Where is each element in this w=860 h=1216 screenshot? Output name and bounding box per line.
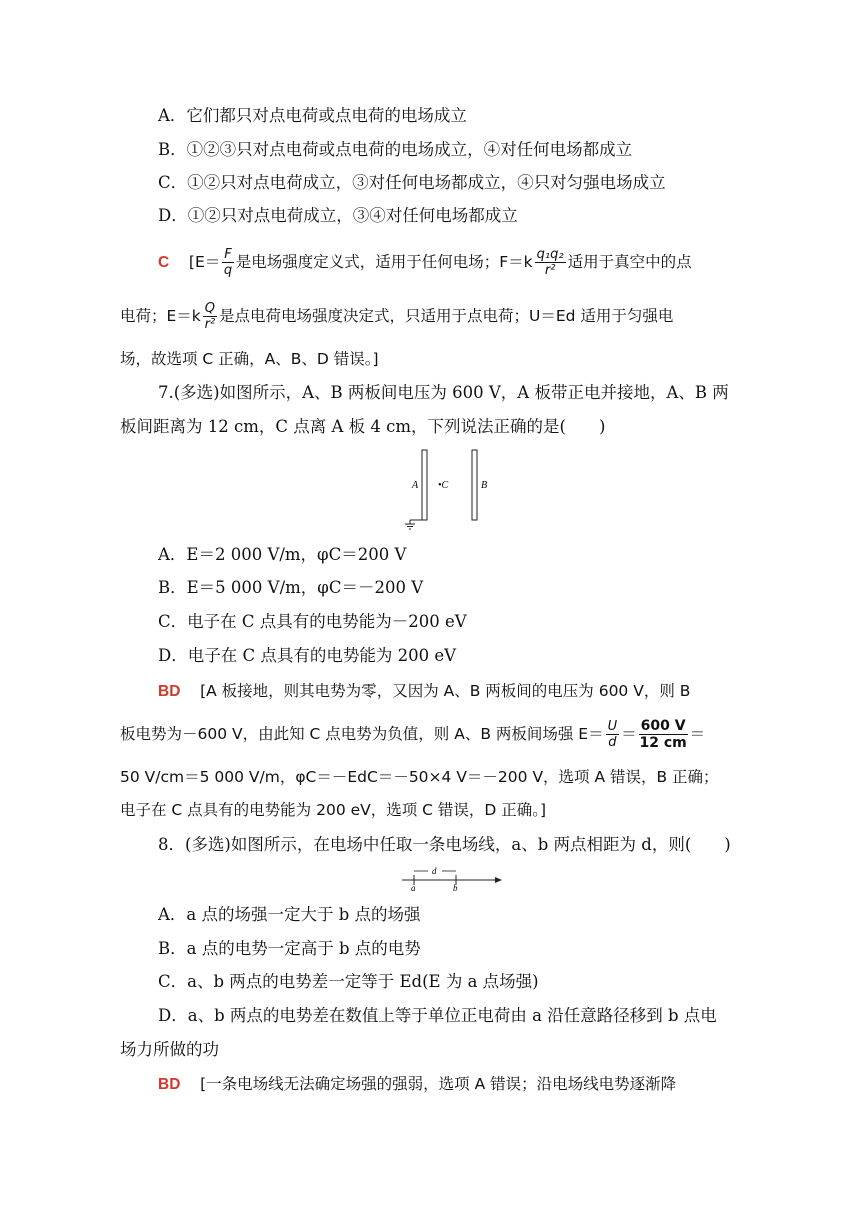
plate-a — [422, 450, 427, 520]
q7-analysis-line-4: 电子在 C 点具有的电势能为 200 eV，选项 C 错误，D 正确。] — [120, 801, 547, 819]
q7-plates-figure — [400, 448, 500, 532]
plate-b-label: B — [481, 480, 488, 491]
plate-a-label: A — [412, 480, 419, 491]
fraction-q1q2-over-r2: $\frac{\text{q₁q₂}}{\text{r²}}$ — [536, 247, 564, 278]
equals-sign: ＝ — [689, 725, 706, 743]
q6-analysis-part: 适用于真空中的点 — [567, 253, 692, 271]
q8-answer-key: BD — [158, 1076, 181, 1093]
q8-field-line-figure — [398, 864, 508, 892]
q8-option-d-line-1: D．a、b 两点的电势差在数值上等于单位正电荷由 a 沿任意路径移到 b 点电 — [158, 1006, 717, 1025]
q8-option-b: B．a 点的电势一定高于 b 点的电势 — [158, 939, 421, 958]
q7-stem-line-2: 板间距离为 12 cm，C 点离 A 板 4 cm，下列说法正确的是( ) — [120, 417, 606, 436]
q7-analysis-line-3: 50 V/cm＝5 000 V/m，φC＝－EdC＝－50×4 V＝－200 V，选项 A 错误，B 正确； — [120, 768, 719, 786]
q7-answer-key: BD — [158, 683, 181, 700]
point-c-label: •C — [438, 480, 449, 491]
q7-option-d: D．电子在 C 点具有的电势能为 200 eV — [158, 646, 457, 665]
fraction-q-over-r2: $\frac{Q}{\text{r²}}$ — [204, 301, 216, 332]
q8-stem: 8．(多选)如图所示，在电场中任取一条电场线，a、b 两点相距为 d，则( ) — [158, 835, 731, 854]
q6-analysis-part: 是点电荷电场强度决定式，只适用于点电荷；U＝Ed 适用于匀强电 — [219, 307, 674, 325]
q6-analysis-part: 电荷；E＝k — [120, 307, 201, 325]
q6-analysis-line-1 — [158, 248, 692, 277]
q8-analysis-part: [一条电场线无法确定场强的强弱，选项 A 错误；沿电场线电势逐渐降 — [200, 1075, 677, 1093]
q7-option-a: A．E＝2 000 V/m，φC＝200 V — [158, 545, 407, 564]
q7-option-c: C．电子在 C 点具有的电势能为－200 eV — [158, 612, 467, 631]
q6-analysis-line-3: 场，故选项 C 正确，A、B、D 错误。] — [120, 350, 379, 368]
q6-analysis-line-2 — [120, 302, 673, 331]
equals-sign: ＝ — [621, 725, 637, 743]
q7-analysis-part: 板电势为－600 V，由此知 C 点电势为负值，则 A、B 两板间场强 E＝ — [120, 725, 604, 743]
point-b-label: b — [453, 883, 458, 892]
plate-b — [472, 450, 477, 520]
q7-option-b: B．E＝5 000 V/m，φC＝－200 V — [158, 578, 424, 597]
q8-option-d-line-2: 场力所做的功 — [120, 1040, 219, 1059]
q7-analysis-line-1 — [158, 680, 690, 703]
distance-d-label: d — [432, 866, 437, 876]
q6-option-c: C．①②只对点电荷成立，③对任何电场都成立，④只对匀强电场成立 — [158, 173, 666, 192]
q7-analysis-line-2 — [120, 719, 705, 750]
q6-option-a: A．它们都只对点电荷或点电荷的电场成立 — [158, 106, 467, 125]
q6-option-d: D．①②只对点电荷成立，③④对任何电场都成立 — [158, 206, 518, 225]
q7-analysis-part: [A 板接地，则其电势为零，又因为 A、B 两板间的电压为 600 V，则 B — [200, 682, 691, 700]
q7-stem-line-1: 7.(多选)如图所示，A、B 两板间电压为 600 V，A 板带正电并接地，A、B 两 — [158, 383, 729, 402]
q8-option-c: C．a、b 两点的电势差一定等于 Ed(E 为 a 点场强) — [158, 972, 539, 991]
q6-analysis-part: 是电场强度定义式，适用于任何电场；F＝k — [235, 253, 533, 271]
field-line-arrowhead — [495, 877, 502, 883]
q8-option-a: A．a 点的场强一定大于 b 点的场强 — [158, 905, 421, 924]
q8-analysis-line-1 — [158, 1073, 676, 1096]
q6-analysis-part: [E＝ — [188, 253, 221, 271]
fraction-u-over-d: $\frac{U}{d}$ — [607, 719, 618, 750]
fraction-600v-over-12cm: $\frac{600 V}{12 cm}$ — [639, 718, 687, 751]
fraction-f-over-q: $\frac{F}{q}$ — [223, 247, 233, 278]
q6-answer-key: C — [158, 254, 170, 271]
point-a-label: a — [411, 883, 416, 892]
q6-option-b: B．①②③只对点电荷或点电荷的电场成立，④对任何电场都成立 — [158, 140, 633, 159]
